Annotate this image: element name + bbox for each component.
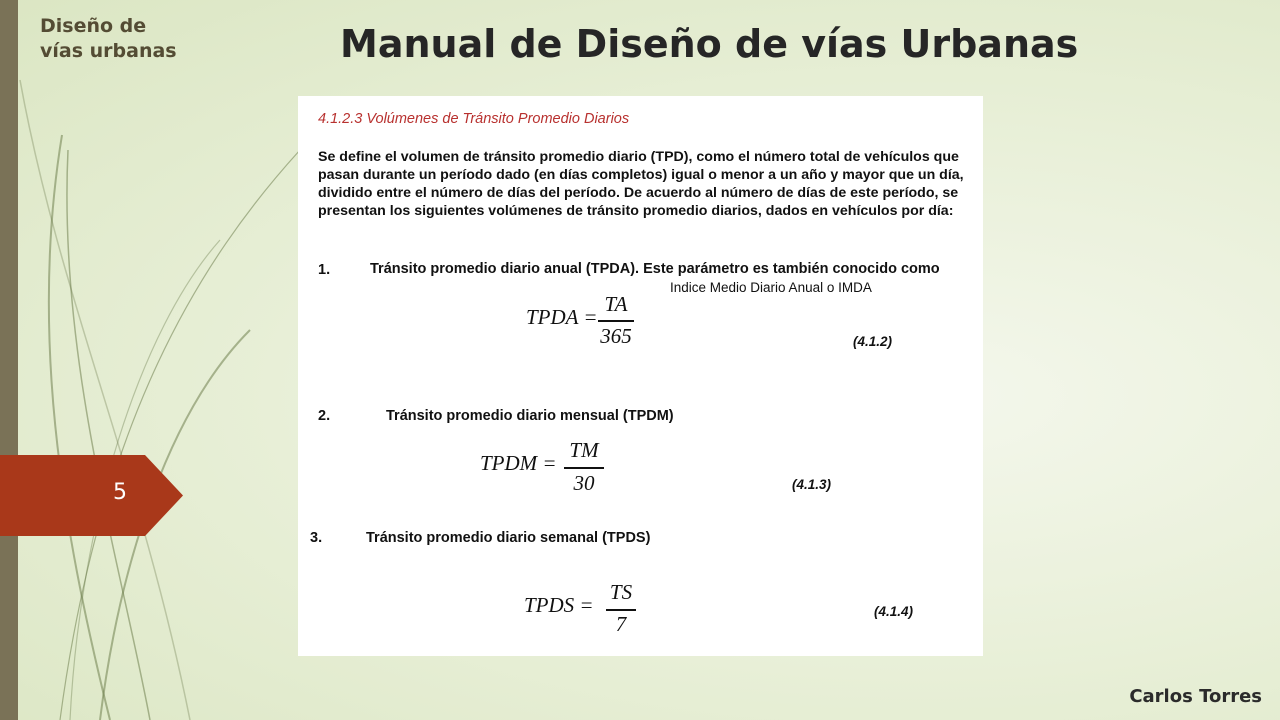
page-number-tab <box>0 455 183 536</box>
formula-tpda-numerator: TA <box>604 292 628 316</box>
formula-tpdm-denominator: 30 <box>573 471 595 495</box>
formula-tpdm-fraction-line <box>564 467 604 469</box>
formula-tpds-fraction-line <box>606 609 636 611</box>
corner-title <box>40 14 177 64</box>
author-name: Carlos Torres <box>1129 686 1262 707</box>
formula-tpds-numerator: TS <box>609 580 633 604</box>
formula-tpda-denominator: 365 <box>600 324 632 348</box>
formula-tpda-fraction-line <box>598 320 634 322</box>
corner-title-line-1: Diseño de <box>40 15 147 37</box>
formula-tpds-lhs: TPDS = <box>524 593 594 617</box>
doc-paragraph: Se define el volumen de tránsito promedio diario (TPD), como el número total de vehículos que pasan durante un período dado (en días completos) igual o menor a un año y mayor que un día, dividido entre el número de días del período. De acuerdo al número de días de este período, se presentan los siguientes volúmenes de tránsito promedio diarios, dados en vehículos por día: <box>318 149 964 219</box>
slide-title: Manual de Diseño de vías Urbanas <box>340 22 1079 66</box>
formula-tpda-lhs: TPDA = <box>526 305 598 329</box>
eq-number-4-1-2: (4.1.2) <box>853 334 893 349</box>
decorative-swirl-lines <box>0 0 300 720</box>
item-2-title: Tránsito promedio diario mensual (TPDM) <box>386 408 674 424</box>
doc-section-heading: 4.1.2.3 Volúmenes de Tránsito Promedio Diarios <box>318 111 630 127</box>
formula-tpds-denominator: 7 <box>615 612 627 636</box>
item-3-title: Tránsito promedio diario semanal (TPDS) <box>366 530 651 546</box>
item-3-number: 3. <box>310 530 323 546</box>
document-image <box>298 96 983 656</box>
item-1-title: Tránsito promedio diario anual (TPDA). Este parámetro es también conocido como <box>370 261 940 277</box>
item-1-subtitle: Indice Medio Diario Anual o IMDA <box>670 280 872 295</box>
formula-tpdm-numerator: TM <box>569 438 599 462</box>
formula-tpdm-lhs: TPDM = <box>480 451 557 475</box>
corner-title-line-2: vías urbanas <box>40 40 177 62</box>
eq-number-4-1-4: (4.1.4) <box>874 604 914 619</box>
item-2-number: 2. <box>318 408 331 424</box>
eq-number-4-1-3: (4.1.3) <box>792 477 832 492</box>
item-1-number: 1. <box>318 262 331 278</box>
page-number: 5 <box>113 480 127 505</box>
